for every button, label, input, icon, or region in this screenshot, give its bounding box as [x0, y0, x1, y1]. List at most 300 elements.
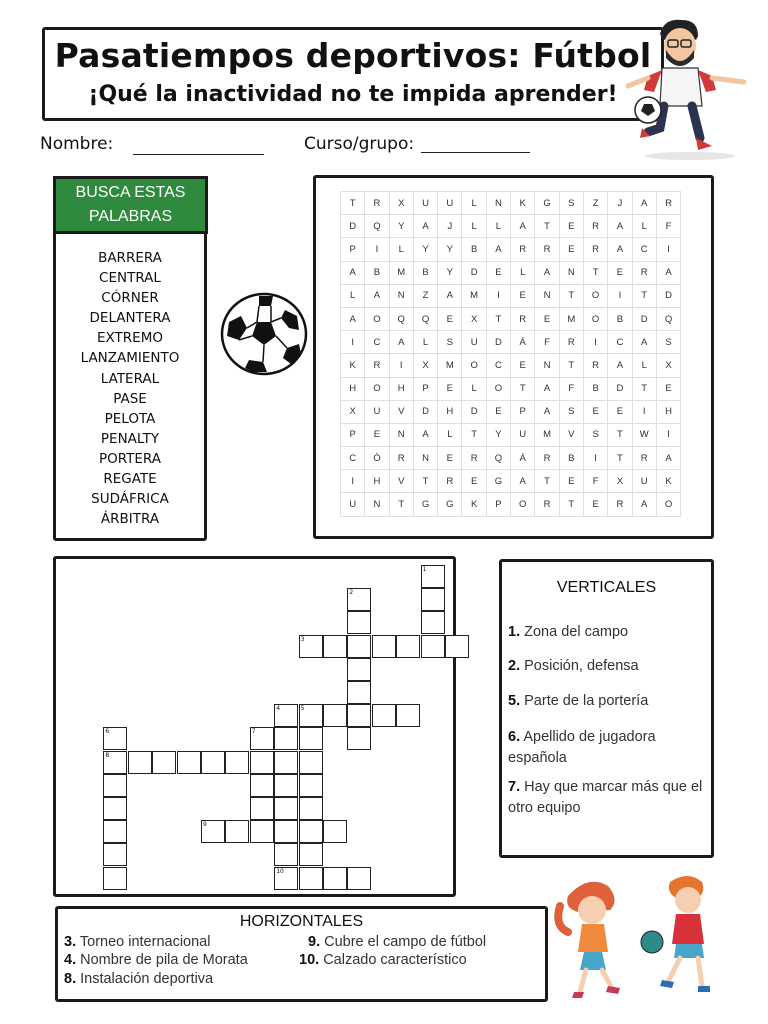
- grid-letter[interactable]: L: [462, 377, 486, 400]
- vertical-clue: 5. Parte de la portería: [508, 693, 649, 709]
- grid-letter[interactable]: M: [559, 307, 583, 330]
- grid-letter[interactable]: E: [365, 423, 389, 446]
- word-list-item: CENTRAL: [99, 270, 161, 287]
- grid-letter[interactable]: M: [462, 284, 486, 307]
- crossword-clue-number: 3: [300, 635, 305, 643]
- grid-letter[interactable]: A: [608, 238, 632, 261]
- grid-letter[interactable]: F: [656, 215, 680, 238]
- grid-row: [341, 238, 681, 261]
- crossword-cell[interactable]: [421, 635, 445, 658]
- grid-letter[interactable]: Y: [438, 238, 462, 261]
- horizontal-clues-title: HORIZONTALES: [239, 913, 364, 930]
- grid-letter[interactable]: O: [583, 284, 607, 307]
- grid-letter[interactable]: E: [583, 400, 607, 423]
- player-illustration: [620, 10, 760, 160]
- grid-row: [341, 400, 681, 423]
- grid-letter[interactable]: L: [486, 215, 510, 238]
- grid-letter[interactable]: E: [438, 447, 462, 470]
- crossword-clue-number: 10: [276, 867, 284, 875]
- crossword-cell[interactable]: [347, 727, 371, 750]
- page-subtitle: ¡Qué la inactividad no te impida aprender!: [88, 82, 618, 107]
- crossword-cell[interactable]: [250, 797, 274, 820]
- grid-letter[interactable]: S: [583, 423, 607, 446]
- grid-letter[interactable]: C: [486, 354, 510, 377]
- grid-letter[interactable]: E: [583, 493, 607, 516]
- crossword-cell[interactable]: [323, 867, 347, 890]
- crossword-cell[interactable]: [274, 774, 298, 797]
- name-field[interactable]: [133, 154, 264, 155]
- crossword-clue-number: 1: [422, 566, 427, 573]
- word-list-item: LANZAMIENTO: [80, 350, 180, 367]
- grid-letter[interactable]: T: [583, 261, 607, 284]
- grid-letter[interactable]: R: [583, 354, 607, 377]
- grid-letter[interactable]: A: [656, 447, 680, 470]
- crossword-cell[interactable]: [103, 867, 127, 890]
- grid-letter[interactable]: B: [583, 377, 607, 400]
- grid-letter[interactable]: E: [608, 400, 632, 423]
- grid-letter[interactable]: R: [389, 447, 413, 470]
- horizontal-clue: 3. Torneo internacional: [64, 934, 211, 950]
- grid-letter[interactable]: R: [535, 447, 559, 470]
- grid-letter[interactable]: L: [438, 423, 462, 446]
- grid-letter[interactable]: Q: [413, 307, 437, 330]
- grid-letter[interactable]: A: [535, 377, 559, 400]
- crossword-cell[interactable]: [128, 751, 152, 774]
- grid-letter[interactable]: C: [632, 238, 656, 261]
- grid-letter[interactable]: Z: [583, 192, 607, 215]
- grid-letter[interactable]: H: [389, 377, 413, 400]
- grid-letter[interactable]: E: [438, 307, 462, 330]
- grid-letter[interactable]: Á: [511, 447, 535, 470]
- word-list-item: REGATE: [103, 471, 157, 488]
- grid-letter[interactable]: A: [511, 470, 535, 493]
- crossword-cell[interactable]: [347, 867, 371, 890]
- grid-letter[interactable]: A: [656, 261, 680, 284]
- grid-letter[interactable]: Á: [511, 331, 535, 354]
- grid-letter[interactable]: C: [341, 447, 365, 470]
- grid-letter[interactable]: U: [341, 493, 365, 516]
- grid-letter[interactable]: A: [511, 215, 535, 238]
- grid-letter[interactable]: R: [559, 331, 583, 354]
- crossword-cell[interactable]: [103, 797, 127, 820]
- horizontal-clue: 8. Instalación deportiva: [64, 971, 214, 987]
- horizontal-clue: 10. Calzado característico: [299, 952, 467, 968]
- grid-letter[interactable]: X: [608, 470, 632, 493]
- grid-letter[interactable]: E: [486, 400, 510, 423]
- word-list-item: DELANTERA: [89, 310, 171, 327]
- grid-letter[interactable]: I: [656, 238, 680, 261]
- crossword-cell[interactable]: [299, 797, 323, 820]
- crossword-cell[interactable]: [274, 797, 298, 820]
- grid-letter[interactable]: D: [486, 331, 510, 354]
- grid-letter[interactable]: R: [535, 493, 559, 516]
- grid-letter[interactable]: O: [462, 354, 486, 377]
- word-list-item: SUDÁFRICA: [91, 491, 169, 508]
- grid-letter[interactable]: T: [462, 423, 486, 446]
- crossword-cell[interactable]: [225, 820, 249, 843]
- grid-letter[interactable]: B: [413, 261, 437, 284]
- grid-letter[interactable]: T: [632, 377, 656, 400]
- crossword-cell[interactable]: [103, 843, 127, 866]
- grid-letter[interactable]: R: [511, 307, 535, 330]
- word-list-item: EXTREMO: [97, 330, 163, 347]
- grid-letter[interactable]: L: [341, 284, 365, 307]
- grid-letter[interactable]: O: [511, 493, 535, 516]
- grid-letter[interactable]: Z: [413, 284, 437, 307]
- soccer-ball-icon: [219, 292, 309, 376]
- grid-letter[interactable]: S: [559, 192, 583, 215]
- grid-letter[interactable]: E: [559, 470, 583, 493]
- grid-letter[interactable]: H: [656, 400, 680, 423]
- grid-letter[interactable]: L: [462, 192, 486, 215]
- grid-letter[interactable]: A: [608, 215, 632, 238]
- grid-letter[interactable]: P: [341, 423, 365, 446]
- grid-row: [341, 447, 681, 470]
- grid-letter[interactable]: I: [656, 423, 680, 446]
- grid-letter[interactable]: K: [462, 493, 486, 516]
- grid-row: [341, 261, 681, 284]
- grid-letter[interactable]: A: [632, 493, 656, 516]
- grid-letter[interactable]: T: [559, 284, 583, 307]
- grid-letter[interactable]: Y: [389, 215, 413, 238]
- grid-letter[interactable]: A: [486, 238, 510, 261]
- grid-letter[interactable]: D: [656, 284, 680, 307]
- grid-letter[interactable]: E: [438, 377, 462, 400]
- word-list-item: PASE: [113, 390, 147, 407]
- kids-illustration: [548, 866, 738, 1006]
- crossword-cell[interactable]: [299, 751, 323, 774]
- crossword-cell[interactable]: [201, 751, 225, 774]
- grid-letter[interactable]: P: [486, 493, 510, 516]
- grid-letter[interactable]: E: [559, 238, 583, 261]
- grid-letter[interactable]: L: [632, 354, 656, 377]
- word-list-item: PORTERA: [98, 450, 161, 467]
- grid-letter[interactable]: I: [365, 238, 389, 261]
- grid-row: [341, 192, 681, 215]
- crossword-cell[interactable]: [323, 820, 347, 843]
- crossword-cell[interactable]: [103, 820, 127, 843]
- grid-letter[interactable]: D: [413, 400, 437, 423]
- grid-row: [341, 215, 681, 238]
- grid-letter[interactable]: T: [413, 470, 437, 493]
- word-list-item: CÓRNER: [101, 290, 159, 307]
- grid-letter[interactable]: I: [486, 284, 510, 307]
- grid-letter[interactable]: E: [656, 377, 680, 400]
- grid-letter[interactable]: T: [535, 215, 559, 238]
- crossword-cell[interactable]: [299, 727, 323, 750]
- grid-letter[interactable]: Y: [486, 423, 510, 446]
- grid-letter[interactable]: I: [389, 354, 413, 377]
- vertical-clues-title: VERTICALES: [556, 579, 657, 596]
- word-list-item: LATERAL: [100, 370, 160, 387]
- crossword-cell[interactable]: [372, 635, 396, 658]
- grid-letter[interactable]: N: [389, 284, 413, 307]
- crossword-cell[interactable]: [323, 635, 347, 658]
- grid-letter[interactable]: K: [341, 354, 365, 377]
- crossword-cell[interactable]: [274, 820, 298, 843]
- grid-letter[interactable]: D: [608, 377, 632, 400]
- word-list-item: BARRERA: [98, 250, 162, 266]
- grid-letter[interactable]: Q: [486, 447, 510, 470]
- grid-letter[interactable]: G: [438, 493, 462, 516]
- crossword-cell[interactable]: [347, 658, 371, 681]
- grid-letter[interactable]: X: [462, 307, 486, 330]
- grid-letter[interactable]: N: [535, 284, 559, 307]
- crossword-cell[interactable]: [299, 867, 323, 890]
- crossword-cell[interactable]: [299, 820, 323, 843]
- grid-letter[interactable]: L: [413, 331, 437, 354]
- word-list-item: PELOTA: [104, 410, 156, 427]
- grid-row: [341, 307, 681, 330]
- grid-letter[interactable]: V: [559, 423, 583, 446]
- crossword-clue-number: 8: [105, 751, 110, 759]
- grid-letter[interactable]: D: [462, 261, 486, 284]
- grid-letter[interactable]: S: [656, 331, 680, 354]
- crossword-cell[interactable]: [347, 681, 371, 704]
- grid-row: [341, 331, 681, 354]
- grid-letter[interactable]: E: [511, 284, 535, 307]
- grid-letter[interactable]: O: [365, 377, 389, 400]
- grid-letter[interactable]: R: [632, 447, 656, 470]
- grid-letter[interactable]: A: [608, 354, 632, 377]
- grid-letter[interactable]: V: [389, 470, 413, 493]
- grid-row: [341, 423, 681, 446]
- crossword-cell[interactable]: [299, 774, 323, 797]
- crossword-cell[interactable]: [421, 588, 445, 611]
- grid-letter[interactable]: Y: [438, 261, 462, 284]
- crossword-cell[interactable]: [177, 751, 201, 774]
- grid-letter[interactable]: L: [389, 238, 413, 261]
- grid-letter[interactable]: A: [438, 284, 462, 307]
- grid-letter[interactable]: R: [365, 354, 389, 377]
- grid-letter[interactable]: U: [462, 331, 486, 354]
- grid-letter[interactable]: T: [535, 470, 559, 493]
- grid-letter[interactable]: R: [608, 493, 632, 516]
- grid-letter[interactable]: Q: [365, 215, 389, 238]
- grid-letter[interactable]: A: [389, 331, 413, 354]
- grid-letter[interactable]: D: [462, 400, 486, 423]
- crossword-cell[interactable]: [250, 820, 274, 843]
- grid-letter[interactable]: Y: [413, 238, 437, 261]
- grid-letter[interactable]: R: [583, 238, 607, 261]
- grid-letter[interactable]: C: [608, 331, 632, 354]
- page-title: Pasatiempos deportivos: Fútbol: [54, 36, 652, 75]
- grid-letter[interactable]: R: [535, 238, 559, 261]
- grid-letter[interactable]: A: [632, 192, 656, 215]
- word-list-box: [53, 184, 207, 541]
- grid-letter[interactable]: L: [462, 215, 486, 238]
- grid-letter[interactable]: U: [511, 423, 535, 446]
- grid-row: [341, 470, 681, 493]
- grid-letter[interactable]: V: [389, 400, 413, 423]
- grid-letter[interactable]: T: [389, 493, 413, 516]
- grid-letter[interactable]: R: [511, 238, 535, 261]
- grid-letter[interactable]: N: [389, 423, 413, 446]
- crossword-cell[interactable]: [372, 704, 396, 727]
- grid-letter[interactable]: C: [365, 331, 389, 354]
- grid-letter[interactable]: P: [413, 377, 437, 400]
- grid-letter[interactable]: B: [365, 261, 389, 284]
- crossword-cell[interactable]: [396, 704, 420, 727]
- grid-letter[interactable]: O: [656, 493, 680, 516]
- grid-letter[interactable]: E: [462, 470, 486, 493]
- crossword-clue-number: 9: [203, 821, 207, 829]
- grid-letter[interactable]: J: [608, 192, 632, 215]
- grid-letter[interactable]: I: [583, 331, 607, 354]
- grid-letter[interactable]: E: [486, 261, 510, 284]
- grid-letter[interactable]: A: [341, 307, 365, 330]
- grid-letter[interactable]: R: [438, 470, 462, 493]
- grid-letter[interactable]: E: [511, 354, 535, 377]
- grid-letter[interactable]: B: [462, 238, 486, 261]
- grid-letter[interactable]: X: [341, 400, 365, 423]
- grid-letter[interactable]: T: [559, 493, 583, 516]
- grid-letter[interactable]: N: [486, 192, 510, 215]
- grid-letter[interactable]: R: [462, 447, 486, 470]
- crossword-cell[interactable]: [323, 704, 347, 727]
- vertical-clue: 1. Zona del campo: [508, 624, 629, 640]
- grid-letter[interactable]: N: [365, 493, 389, 516]
- grid-letter[interactable]: G: [486, 470, 510, 493]
- grid-letter[interactable]: A: [413, 423, 437, 446]
- crossword-cell[interactable]: [347, 635, 371, 658]
- grid-letter[interactable]: H: [341, 377, 365, 400]
- grid-letter[interactable]: H: [365, 470, 389, 493]
- grid-letter[interactable]: M: [389, 261, 413, 284]
- horizontal-clues-box: [55, 906, 548, 1002]
- grid-letter[interactable]: B: [559, 447, 583, 470]
- grid-letter[interactable]: R: [656, 192, 680, 215]
- grid-letter[interactable]: A: [341, 261, 365, 284]
- grid-letter[interactable]: A: [413, 215, 437, 238]
- grid-letter[interactable]: L: [511, 261, 535, 284]
- grid-letter[interactable]: I: [341, 331, 365, 354]
- grid-letter[interactable]: Q: [656, 307, 680, 330]
- grid-row: [341, 284, 681, 307]
- grid-letter[interactable]: N: [559, 261, 583, 284]
- grid-letter[interactable]: L: [632, 215, 656, 238]
- grid-letter[interactable]: X: [656, 354, 680, 377]
- grid-letter[interactable]: P: [341, 238, 365, 261]
- grid-letter[interactable]: G: [413, 493, 437, 516]
- crossword-clue-number: 2: [349, 589, 354, 597]
- name-label: Nombre:: [40, 134, 114, 154]
- grid-letter[interactable]: I: [632, 400, 656, 423]
- grid-letter[interactable]: M: [535, 423, 559, 446]
- grid-letter[interactable]: J: [438, 215, 462, 238]
- crossword-cell[interactable]: [274, 727, 298, 750]
- crossword-cell[interactable]: [274, 843, 298, 866]
- grid-letter[interactable]: I: [608, 284, 632, 307]
- grid-letter[interactable]: S: [559, 400, 583, 423]
- grid-letter[interactable]: I: [583, 447, 607, 470]
- crossword-cell[interactable]: [250, 774, 274, 797]
- grid-letter[interactable]: X: [389, 192, 413, 215]
- crossword-clue-number: 6: [105, 728, 110, 736]
- grid-letter[interactable]: A: [535, 261, 559, 284]
- crossword-cell[interactable]: [347, 611, 371, 634]
- grid-row: [341, 493, 681, 516]
- word-search-box: [313, 175, 714, 539]
- grid-letter[interactable]: E: [535, 307, 559, 330]
- crossword-cell[interactable]: [421, 611, 445, 634]
- grid-letter[interactable]: O: [583, 307, 607, 330]
- grid-letter[interactable]: Ó: [365, 447, 389, 470]
- grid-letter[interactable]: U: [632, 470, 656, 493]
- grid-letter[interactable]: G: [535, 192, 559, 215]
- grid-letter[interactable]: K: [511, 192, 535, 215]
- grid-letter[interactable]: Q: [389, 307, 413, 330]
- grid-letter[interactable]: U: [438, 192, 462, 215]
- grid-row: [341, 377, 681, 400]
- grid-letter[interactable]: T: [511, 377, 535, 400]
- grid-letter[interactable]: S: [438, 331, 462, 354]
- grid-letter[interactable]: H: [438, 400, 462, 423]
- crossword-clue-number: 4: [276, 705, 281, 713]
- grid-letter[interactable]: I: [341, 470, 365, 493]
- crossword-cell[interactable]: [347, 704, 371, 727]
- grid-letter[interactable]: E: [608, 261, 632, 284]
- crossword-cell[interactable]: [103, 774, 127, 797]
- grid-letter[interactable]: R: [632, 261, 656, 284]
- word-list-item: PENALTY: [100, 430, 160, 447]
- grid-letter[interactable]: D: [341, 215, 365, 238]
- grid-letter[interactable]: T: [341, 192, 365, 215]
- grid-letter[interactable]: R: [365, 192, 389, 215]
- grid-letter[interactable]: N: [413, 447, 437, 470]
- grid-letter[interactable]: N: [535, 354, 559, 377]
- grid-letter[interactable]: P: [511, 400, 535, 423]
- grid-letter[interactable]: U: [365, 400, 389, 423]
- crossword-cell[interactable]: [445, 635, 469, 658]
- word-list-heading: BUSCA ESTAS PALABRAS: [53, 176, 208, 234]
- grid-letter[interactable]: B: [608, 307, 632, 330]
- group-field[interactable]: [421, 152, 530, 153]
- grid-row: [341, 354, 681, 377]
- grid-letter[interactable]: T: [486, 307, 510, 330]
- grid-letter[interactable]: W: [632, 423, 656, 446]
- grid-letter[interactable]: D: [632, 307, 656, 330]
- grid-letter[interactable]: T: [559, 354, 583, 377]
- crossword-cell[interactable]: [274, 751, 298, 774]
- horizontal-clue: 4. Nombre de pila de Morata: [64, 952, 248, 968]
- grid-letter[interactable]: F: [559, 377, 583, 400]
- grid-letter[interactable]: A: [535, 400, 559, 423]
- crossword-clue-number: 7: [251, 728, 256, 736]
- grid-letter[interactable]: O: [486, 377, 510, 400]
- header-box: [42, 27, 664, 121]
- grid-letter[interactable]: T: [608, 423, 632, 446]
- crossword-cell[interactable]: [396, 635, 420, 658]
- grid-letter[interactable]: U: [413, 192, 437, 215]
- crossword-cell[interactable]: [225, 751, 249, 774]
- crossword-cell[interactable]: [299, 843, 323, 866]
- grid-letter[interactable]: M: [438, 354, 462, 377]
- crossword-cell[interactable]: [250, 751, 274, 774]
- grid-letter[interactable]: A: [365, 284, 389, 307]
- crossword-cell[interactable]: [152, 751, 176, 774]
- grid-letter[interactable]: E: [559, 215, 583, 238]
- grid-letter[interactable]: O: [365, 307, 389, 330]
- grid-letter[interactable]: X: [413, 354, 437, 377]
- grid-letter[interactable]: K: [656, 470, 680, 493]
- grid-letter[interactable]: T: [632, 284, 656, 307]
- grid-letter[interactable]: F: [535, 331, 559, 354]
- grid-letter[interactable]: F: [583, 470, 607, 493]
- grid-letter[interactable]: T: [608, 447, 632, 470]
- grid-letter[interactable]: R: [583, 215, 607, 238]
- grid-letter[interactable]: A: [632, 331, 656, 354]
